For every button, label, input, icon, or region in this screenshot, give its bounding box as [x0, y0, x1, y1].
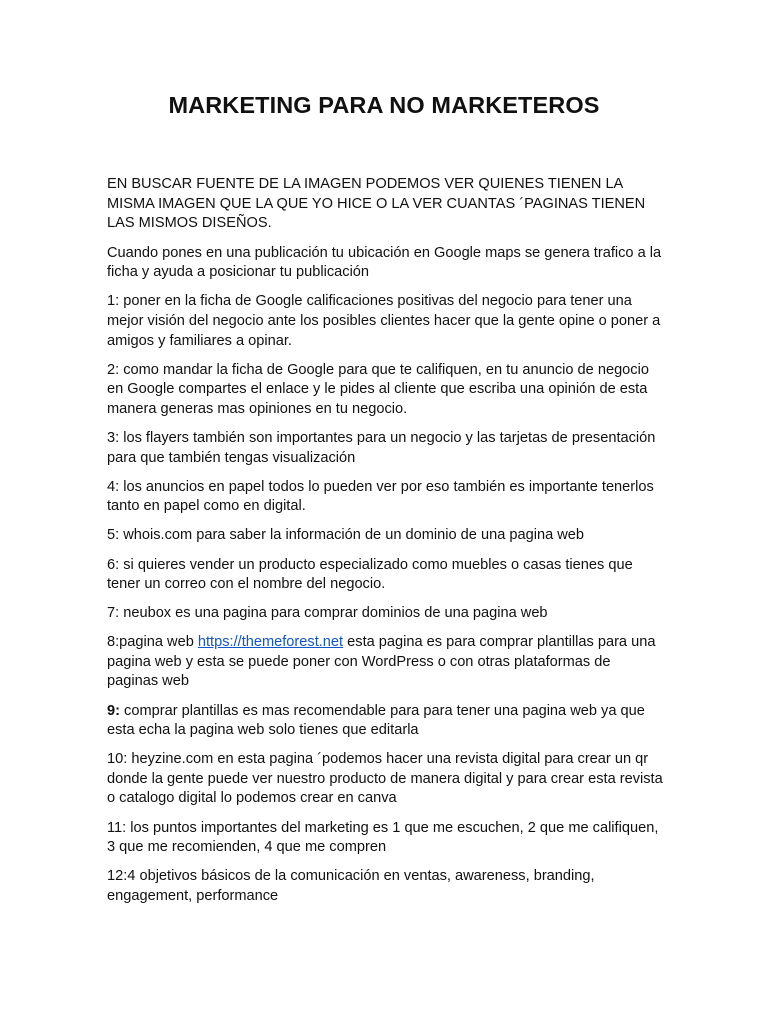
item-4-paragraph: 4: los anuncios en papel todos lo pueden ver por eso también es importante tenerlos tanto en papel como en digital. — [107, 478, 654, 515]
item-8-prefix: 8:pagina web — [107, 634, 198, 651]
item-7-paragraph: 7: neubox es una pagina para comprar dominios de una pagina web — [107, 605, 548, 622]
item-10-paragraph: 10: heyzine.com en esta pagina ´podemos hacer una revista digital para crear un qr donde la gente puede ver nuestro producto de manera digital y para crear esta revista o catalogo digital lo podemos crear en canva — [107, 751, 663, 807]
item-5-paragraph: 5: whois.com para saber la información de un dominio de una pagina web — [107, 527, 585, 544]
item-2-paragraph: 2: como mandar la ficha de Google para que te califiquen, en tu anuncio de negocio en Google compartes el enlace y le pides al cliente que escriba una opinión de esta manera generas mas opiniones en tu negocio. — [107, 361, 649, 417]
themeforest-link[interactable]: https://themeforest.net — [197, 634, 344, 651]
intro-paragraph: EN BUSCAR FUENTE DE LA IMAGEN PODEMOS VER QUIENES TIENEN LA MISMA IMAGEN QUE LA QUE YO HICE O LA VER CUANTAS ´PAGINAS TIENEN LAS MISMOS DISEÑOS. — [107, 176, 646, 232]
item-11-paragraph: 11: los puntos importantes del marketing es 1 que me escuchen, 2 que me califiquen, 3 que me recomienden, 4 que me compren — [107, 819, 659, 856]
item-8-suffix: esta pagina es para comprar plantillas para una pagina web y esta se puede poner con WordPress o con otras plataformas de paginas web — [107, 634, 656, 690]
item-9-number: 9: — [107, 702, 120, 719]
document-body — [107, 175, 663, 916]
item-6-paragraph: 6: si quieres vender un producto especializado como muebles o casas tienes que tener un correo con el nombre del negocio. — [107, 556, 633, 593]
item-9-text: comprar plantillas es mas recomendable para para tener una pagina web ya que esta echa la pagina web solo tienes que editarla — [107, 702, 645, 739]
item-9-paragraph — [107, 702, 663, 741]
google-maps-paragraph: Cuando pones en una publicación tu ubicación en Google maps se genera trafico a la ficha y ayuda a posicionar tu publicación — [107, 244, 662, 281]
document-title: MARKETING PARA NO MARKETEROS — [168, 92, 600, 118]
item-12-paragraph: 12:4 objetivos básicos de la comunicación en ventas, awareness, branding, engagement, performance — [107, 868, 595, 904]
item-8-paragraph — [107, 633, 663, 692]
item-1-paragraph: 1: poner en la ficha de Google calificaciones positivas del negocio para tener una mejor visión del negocio ante los posibles clientes hacer que la gente opine o poner a amigos y familiares a opinar. — [107, 293, 661, 349]
item-3-paragraph: 3: los flayers también son importantes para un negocio y las tarjetas de presentación para que también tengas visualización — [107, 430, 656, 466]
